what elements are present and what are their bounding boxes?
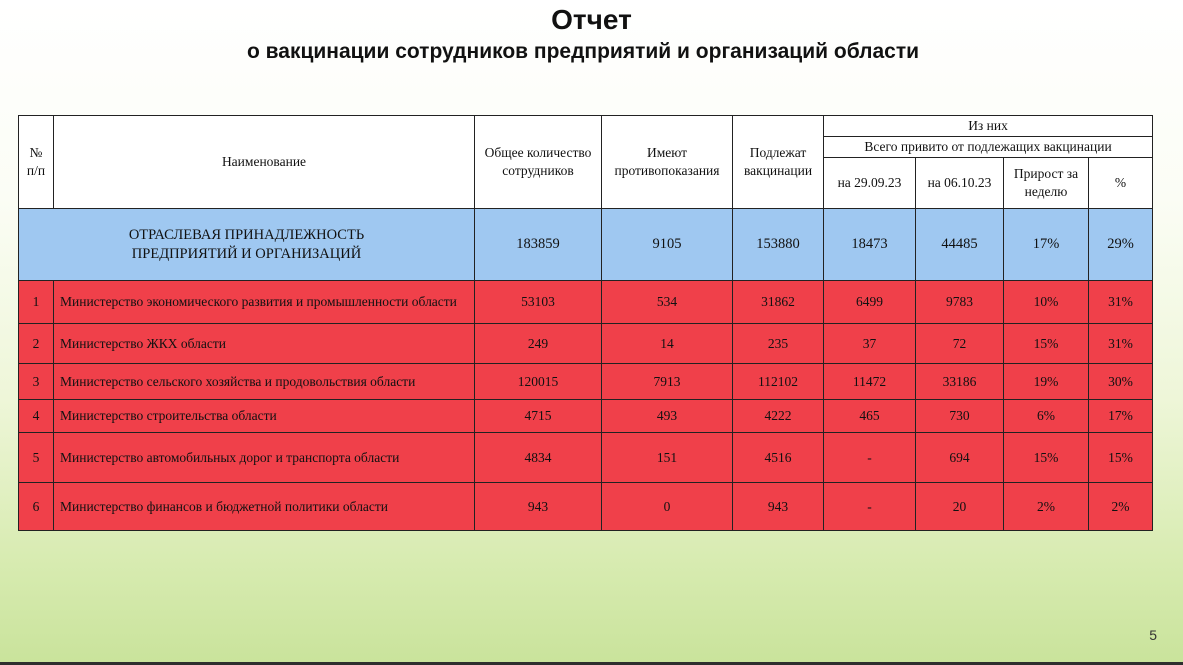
row-pct: 2% — [1089, 483, 1153, 531]
header-of-them: Из них — [824, 116, 1153, 137]
table-row — [19, 281, 1153, 324]
row-date1: 6499 — [824, 281, 916, 324]
row-date2: 730 — [916, 400, 1004, 433]
row-name: Министерство экономического развития и промышленности области — [54, 281, 475, 324]
table-row — [19, 483, 1153, 531]
row-subject: 235 — [733, 324, 824, 364]
table-row — [19, 400, 1153, 433]
summary-total: 183859 — [475, 209, 602, 281]
summary-row — [19, 209, 1153, 281]
row-date2: 33186 — [916, 364, 1004, 400]
row-date1: - — [824, 483, 916, 531]
row-date1: 11472 — [824, 364, 916, 400]
row-total: 53103 — [475, 281, 602, 324]
row-subject: 31862 — [733, 281, 824, 324]
header-subject: Подлежат вакцинации — [733, 116, 824, 209]
row-contra: 0 — [602, 483, 733, 531]
summary-subject: 153880 — [733, 209, 824, 281]
row-contra: 14 — [602, 324, 733, 364]
row-pct: 31% — [1089, 324, 1153, 364]
row-date2: 694 — [916, 433, 1004, 483]
row-growth: 15% — [1004, 433, 1089, 483]
row-total: 120015 — [475, 364, 602, 400]
row-growth: 2% — [1004, 483, 1089, 531]
row-date2: 9783 — [916, 281, 1004, 324]
row-growth: 19% — [1004, 364, 1089, 400]
summary-pct: 29% — [1089, 209, 1153, 281]
row-num: 1 — [19, 281, 54, 324]
row-pct: 31% — [1089, 281, 1153, 324]
table-row — [19, 364, 1153, 400]
row-contra: 7913 — [602, 364, 733, 400]
header-growth: Прирост за неделю — [1004, 158, 1089, 209]
row-subject: 112102 — [733, 364, 824, 400]
header-date1: на 29.09.23 — [824, 158, 916, 209]
row-num: 2 — [19, 324, 54, 364]
row-date1: - — [824, 433, 916, 483]
page-number: 5 — [1149, 627, 1157, 643]
row-name: Министерство финансов и бюджетной политики области — [54, 483, 475, 531]
vaccination-table — [18, 115, 1153, 531]
row-subject: 4222 — [733, 400, 824, 433]
row-num: 5 — [19, 433, 54, 483]
row-contra: 534 — [602, 281, 733, 324]
row-num: 4 — [19, 400, 54, 433]
row-growth: 10% — [1004, 281, 1089, 324]
summary-date2: 44485 — [916, 209, 1004, 281]
table-row — [19, 324, 1153, 364]
summary-contra: 9105 — [602, 209, 733, 281]
row-date2: 20 — [916, 483, 1004, 531]
row-pct: 15% — [1089, 433, 1153, 483]
row-name: Министерство ЖКХ области — [54, 324, 475, 364]
row-pct: 17% — [1089, 400, 1153, 433]
row-name: Министерство автомобильных дорог и транспорта области — [54, 433, 475, 483]
summary-name: ОТРАСЛЕВАЯ ПРИНАДЛЕЖНОСТЬ ПРЕДПРИЯТИЙ И ОРГАНИЗАЦИЙ — [19, 209, 475, 281]
summary-growth: 17% — [1004, 209, 1089, 281]
summary-date1: 18473 — [824, 209, 916, 281]
row-total: 943 — [475, 483, 602, 531]
header-date2: на 06.10.23 — [916, 158, 1004, 209]
row-name: Министерство сельского хозяйства и продовольствия области — [54, 364, 475, 400]
row-date1: 37 — [824, 324, 916, 364]
header-total: Общее количество сотрудников — [475, 116, 602, 209]
row-name: Министерство строительства области — [54, 400, 475, 433]
row-num: 3 — [19, 364, 54, 400]
row-growth: 15% — [1004, 324, 1089, 364]
table-row — [19, 433, 1153, 483]
row-date1: 465 — [824, 400, 916, 433]
row-growth: 6% — [1004, 400, 1089, 433]
row-pct: 30% — [1089, 364, 1153, 400]
row-num: 6 — [19, 483, 54, 531]
row-subject: 4516 — [733, 433, 824, 483]
row-total: 4834 — [475, 433, 602, 483]
row-subject: 943 — [733, 483, 824, 531]
row-total: 249 — [475, 324, 602, 364]
header-name: Наименование — [54, 116, 475, 209]
row-contra: 151 — [602, 433, 733, 483]
report-title: Отчет — [551, 4, 632, 35]
header-vaccinated: Всего привито от подлежащих вакцинации — [824, 137, 1153, 158]
header-contraindications: Имеют противопоказания — [602, 116, 733, 209]
report-subtitle: о вакцинации сотрудников предприятий и организаций области — [246, 40, 920, 63]
row-date2: 72 — [916, 324, 1004, 364]
header-num: № п/п — [19, 116, 54, 209]
row-total: 4715 — [475, 400, 602, 433]
header-pct: % — [1089, 158, 1153, 209]
row-contra: 493 — [602, 400, 733, 433]
